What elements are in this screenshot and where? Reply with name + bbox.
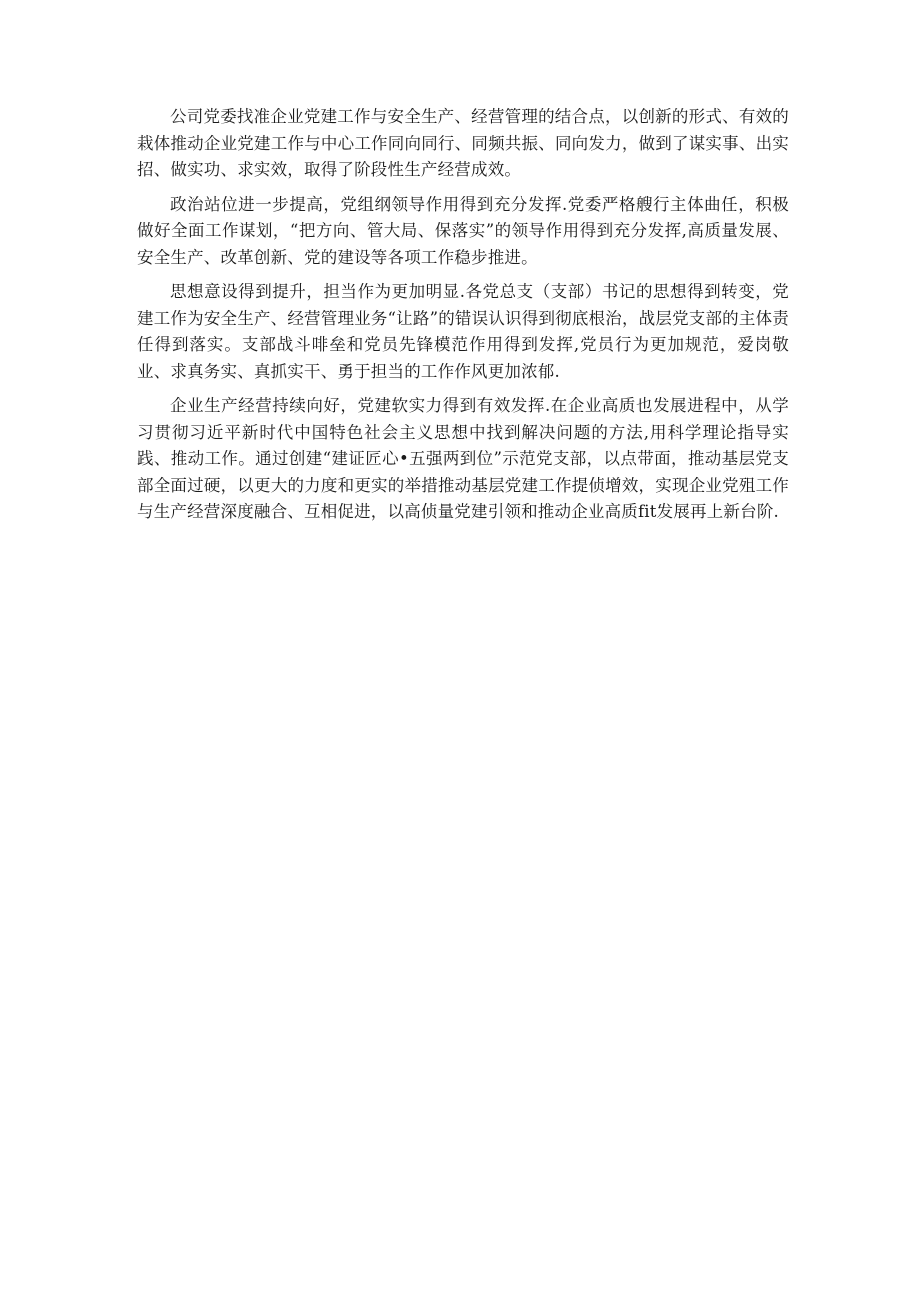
paragraph-2: 政治站位进一步提高，党组纲领导作用得到充分发挥.党委严格艘行主体曲任，积极做好全面工作谋划，“把方向、管大局、保落实”的领导作用得到充分发挥,高质量发展、安全生产、改革创新、党的建设等各项工作稳步推进。 bbox=[137, 194, 789, 267]
paragraph-4: 企业生产经营持续向好，党建软实力得到有效发挥.在企业高质也发展进程中，从学习贯彻习近平新时代中国特色社会主义思想中找到解决问题的方法,用科学理论指导实践、推动工作。通过创建“建证匠心•五强两到位”示范党支部，以点带面，推动基层党支部全面过硬，以更大的力度和更实的举措推动基层党建工作提侦增效，实现企业党殂工作与生产经营深度融合、互相促进，以高侦量党建引领和推动企业高质fit发展再上新台阶. bbox=[137, 396, 789, 521]
paragraph-1: 公司党委找准企业党建工作与安全生产、经营管理的结合点，以创新的形式、有效的栽体推动企业党建工作与中心工作同向同行、同频共振、同向发力，做到了谋实事、出实招、做实功、求实效，取得了阶段性生产经营成效。 bbox=[137, 107, 789, 179]
paragraph-3: 思想意设得到提升，担当作为更加明显.各党总支（支部）书记的思想得到转变，党建工作为安全生产、经营管理业务“让路”的错误认识得到彻底根治，战层党支部的主体责任得到落实。支部战斗啡垒和党员先锋模范作用得到发挥,党员行为更加规范，爱岗敬业、求真务实、真抓实干、勇于担当的工作作风更加浓郁. bbox=[137, 282, 789, 381]
document-body bbox=[137, 104, 789, 534]
